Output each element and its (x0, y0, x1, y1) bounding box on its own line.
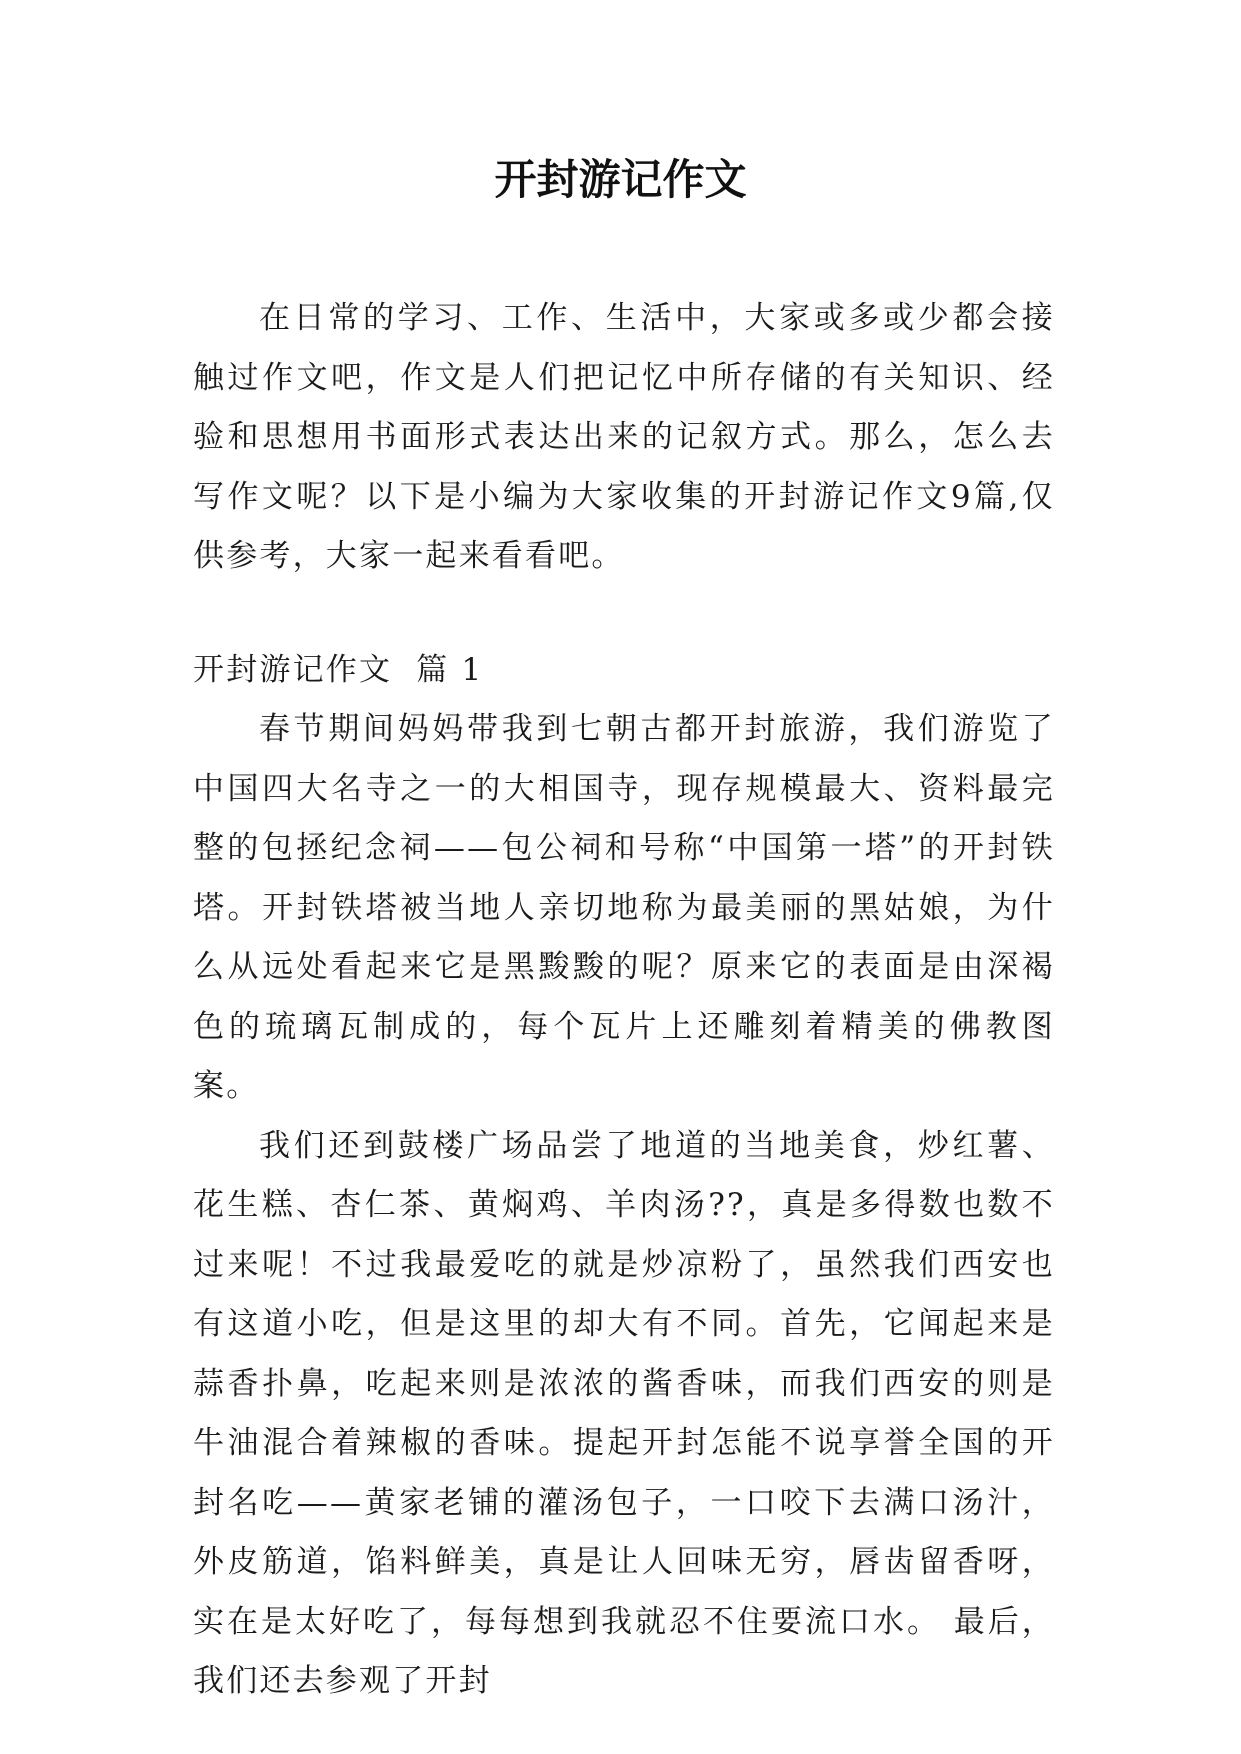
intro-paragraph: 在日常的学习、工作、生活中，大家或多或少都会接触过作文吧，作文是人们把记忆中所存储的有关知识、经验和思想用书面形式表达出来的记叙方式。那么，怎么去写作文呢？以下是小编为大家收集的开封游记作文9篇,仅供参考，大家一起来看看吧。 (193, 300, 1055, 574)
page-title: 开封游记作文 (494, 155, 747, 204)
body-paragraph-1: 春节期间妈妈带我到七朝古都开封旅游，我们游览了中国四大名寺之一的大相国寺，现存规模最大、资料最完整的包拯纪念祠——包公祠和号称“中国第一塔”的开封铁塔。开封铁塔被当地人亲切地称为最美丽的黑姑娘，为什么从远处看起来它是黑黢黢的呢？原来它的表面是由深褐色的琉璃瓦制成的，每个瓦片上还雕刻着精美的佛教图案。 (193, 711, 1055, 1104)
intro-section (193, 289, 1055, 587)
body-paragraph-2: 我们还到鼓楼广场品尝了地道的当地美食，炒红薯、花生糕、杏仁茶、黄焖鸡、羊肉汤??，真是多得数也数不过来呢！不过我最爱吃的就是炒凉粉了，虽然我们西安也有这道小吃，但是这里的却大有不同。首先，它闻起来是蒜香扑鼻，吃起来则是浓浓的酱香味，而我们西安的则是牛油混合着辣椒的香味。提起开封怎能不说享誉全国的开封名吃——黄家老铺的灌汤包子，一口咬下去满口汤汁，外皮筋道，馅料鲜美，真是让人回味无穷，唇齿留香呀，实在是太好吃了，每每想到我就忍不住要流口水。 最后，我们还去参观了开封 (193, 1127, 1055, 1699)
chapter-body (193, 700, 1055, 1712)
section-heading: 开封游记作文 篇 1 (193, 652, 484, 688)
